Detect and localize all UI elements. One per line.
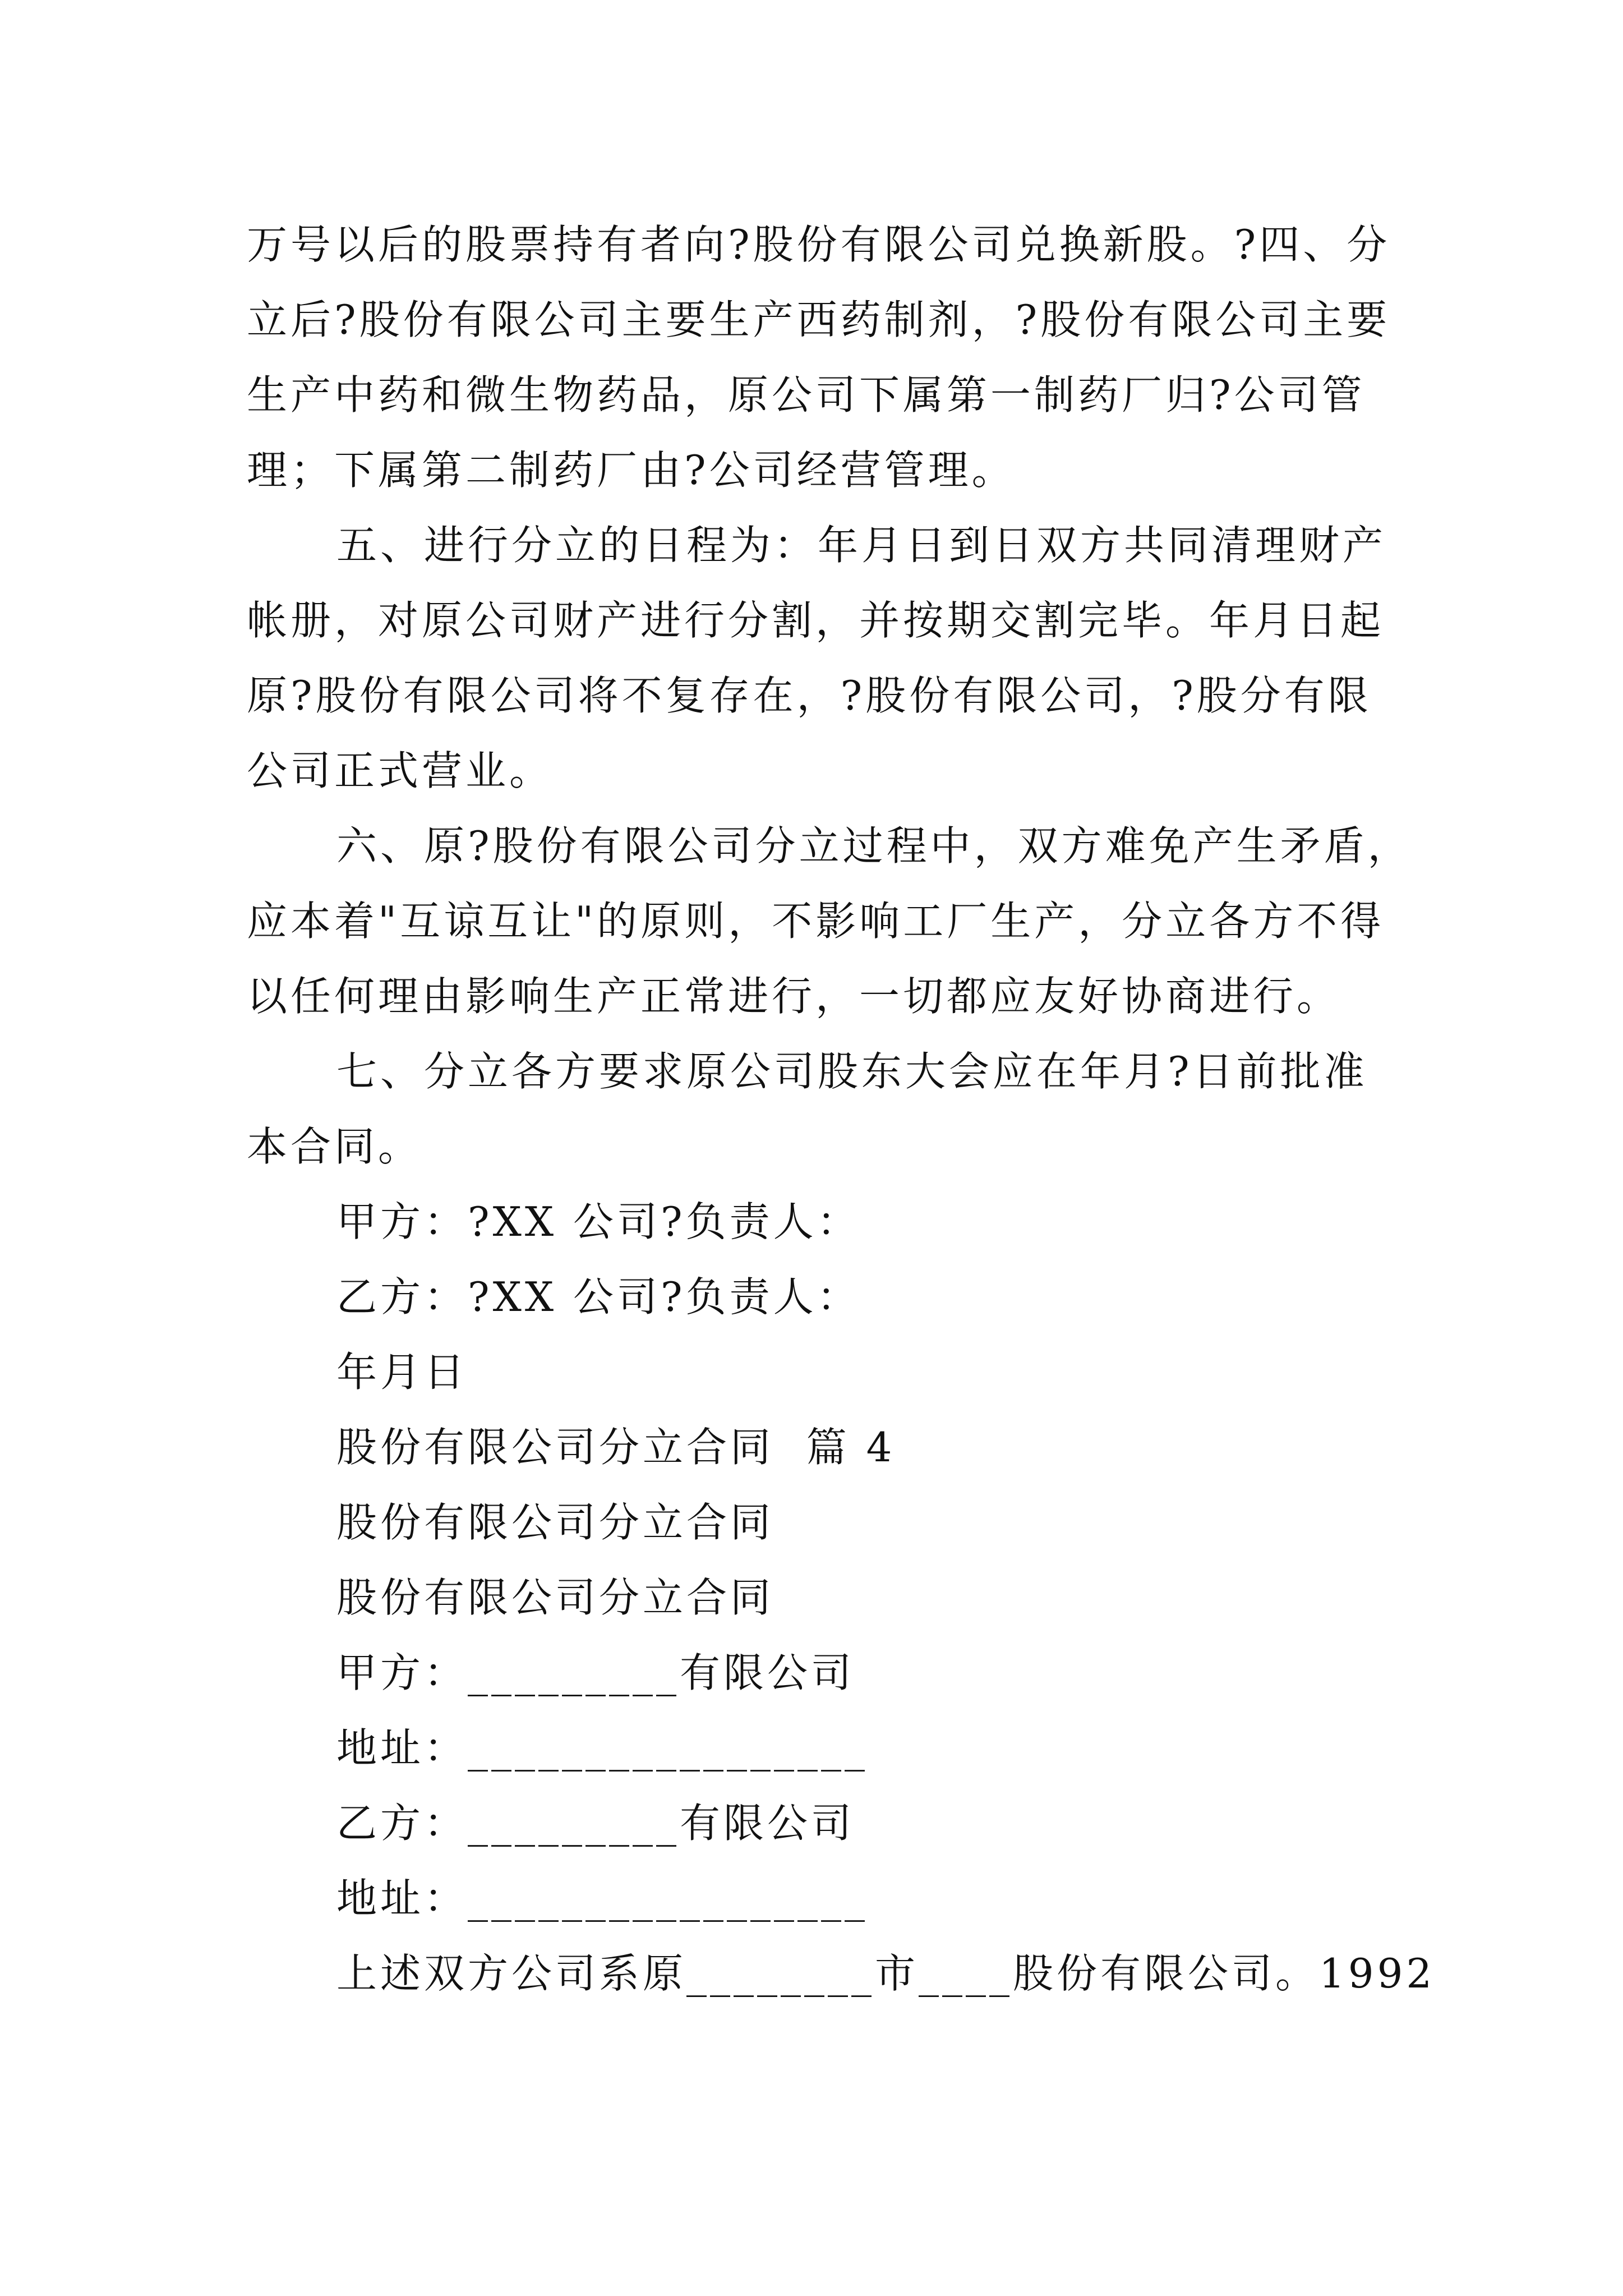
signature-line-party-b: 乙方：?XX 公司?负责人： bbox=[336, 1273, 861, 1320]
paragraph-line: 公司正式营业。 bbox=[247, 747, 554, 794]
paragraph-line: 七、分立各方要求原公司股东大会应在年月?日前批准 bbox=[336, 1048, 1368, 1095]
paragraph-line: 立后?股份有限公司主要生产西药制剂，?股份有限公司主要 bbox=[247, 296, 1391, 343]
paragraph-line: 生产中药和微生物药品，原公司下属第一制药厂归?公司管 bbox=[247, 371, 1366, 418]
paragraph-line: 应本着"互谅互让"的原则，不影响工厂生产，分立各方不得 bbox=[247, 898, 1385, 945]
paragraph-line: 帐册，对原公司财产进行分割，并按期交割完毕。年月日起 bbox=[247, 597, 1385, 644]
paragraph-line: 原?股份有限公司将不复存在，?股份有限公司，?股分有限 bbox=[247, 672, 1372, 719]
paragraph-line: 五、进行分立的日程为：年月日到日双方共同清理财产 bbox=[336, 522, 1387, 569]
paragraph-line: 上述双方公司系原________市____股份有限公司。1992 bbox=[336, 1950, 1436, 1997]
date-line: 年月日 bbox=[336, 1349, 468, 1396]
contract-title: 股份有限公司分立合同 bbox=[336, 1574, 774, 1621]
paragraph-line: 万号以后的股票持有者向?股份有限公司兑换新股。?四、分 bbox=[247, 221, 1391, 268]
paragraph-line: 六、原?股份有限公司分立过程中，双方难免产生矛盾， bbox=[336, 822, 1412, 869]
signature-line-party-a: 甲方：?XX 公司?负责人： bbox=[336, 1198, 861, 1245]
address-field: 地址：_________________ bbox=[336, 1875, 869, 1922]
contract-title: 股份有限公司分立合同 bbox=[336, 1499, 774, 1546]
paragraph-line: 理；下属第二制药厂由?公司经营管理。 bbox=[247, 447, 1016, 494]
paragraph-line: 本合同。 bbox=[247, 1123, 422, 1170]
paragraph-line: 以任何理由影响生产正常进行，一切都应友好协商进行。 bbox=[247, 973, 1341, 1020]
party-b-field: 乙方：_________有限公司 bbox=[336, 1800, 855, 1847]
party-a-field: 甲方：_________有限公司 bbox=[336, 1649, 855, 1696]
address-field: 地址：_________________ bbox=[336, 1724, 869, 1772]
section-heading: 股份有限公司分立合同 篇 4 bbox=[336, 1424, 896, 1471]
